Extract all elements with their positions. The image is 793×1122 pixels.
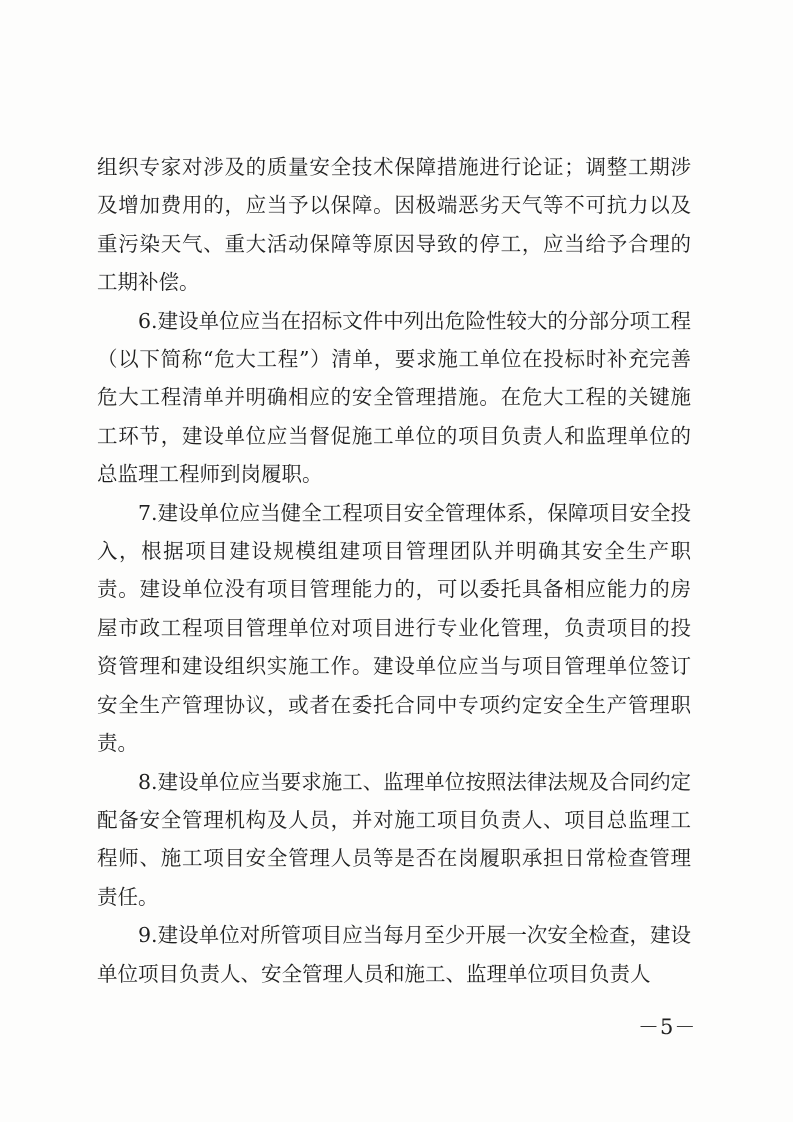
paragraph-item-6: 6.建设单位应当在招标文件中列出危险性较大的分部分项工程（以下简称“危大工程”）清单，要求施工单位在投标时补充完善危大工程清单并明确相应的安全管理措施。在危大工程的关键施工环节，建设单位应当督促施工单位的项目负责人和监理单位的总监理工程师到岗履职。 — [97, 308, 691, 487]
paragraph-item-9: 9.建设单位对所管项目应当每月至少开展一次安全检查，建设单位项目负责人、安全管理人员和施工、监理单位项目负责人 — [97, 923, 691, 986]
paragraph-continuation: 组织专家对涉及的质量安全技术保障措施进行论证；调整工期涉及增加费用的，应当予以保障。因极端恶劣天气等不可抗力以及重污染天气、重大活动保障等原因导致的停工，应当给予合理的工期补偿。 — [97, 155, 691, 295]
paragraph-item-7: 7.建设单位应当健全工程项目安全管理体系，保障项目安全投入，根据项目建设规模组建项目管理团队并明确其安全生产职责。建设单位没有项目管理能力的，可以委托具备相应能力的房屋市政工程项目管理单位对项目进行专业化管理，负责项目的投资管理和建设组织实施工作。建设单位应当与项目管理单位签订安全生产管理协议，或者在委托合同中专项约定安全生产管理职责。 — [97, 500, 691, 756]
page-number: －5－ — [638, 1015, 697, 1039]
body-text — [97, 148, 691, 993]
paragraph-item-8: 8.建设单位应当要求施工、监理单位按照法律法规及合同约定配备安全管理机构及人员，并对施工项目负责人、项目总监理工程师、施工项目安全管理人员等是否在岗履职承担日常检查管理责任。 — [97, 769, 691, 909]
